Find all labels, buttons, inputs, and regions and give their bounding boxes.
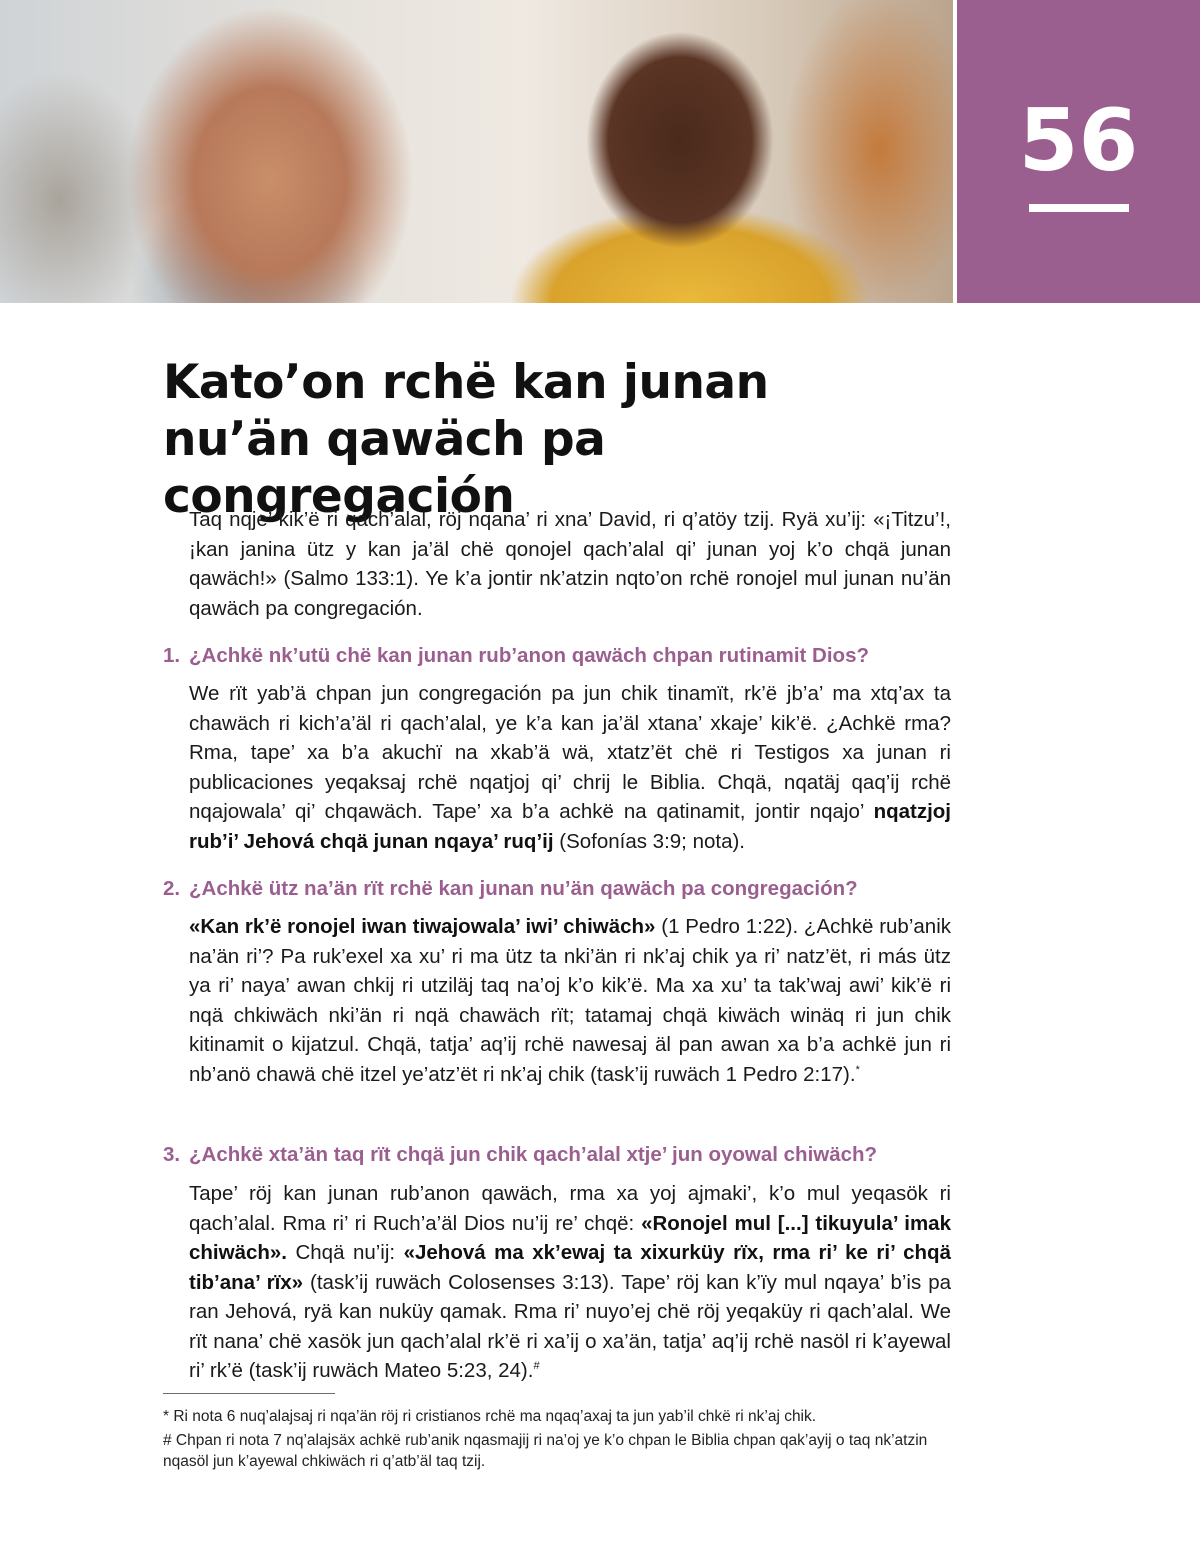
answer-3-bold: «Ronojel mul [...] tikuyula’ imak chiwäch». (189, 1211, 951, 1264)
question-2-text: ¿Achkë ütz na’än rït rchë kan junan nu’än qawäch pa congregación? (189, 877, 858, 900)
answer-1-tail: (Sofonías 3:9; nota). (553, 829, 745, 853)
lesson-number-underline (1029, 204, 1129, 212)
footnote-1 (163, 1406, 963, 1427)
question-3 (163, 1141, 963, 1169)
lesson-number-badge (957, 0, 1200, 303)
hero-photo (0, 0, 953, 303)
question-2-number: 2. (163, 877, 181, 900)
question-1-text: ¿Achkë nk’utü chë kan junan rub’anon qawäch chpan rutinamit Dios? (189, 644, 870, 667)
footnote-1-mark: * (163, 1408, 170, 1425)
answer-2-bold: «Kan rk’ë ronojel iwan tiwajowala’ iwi’ chiwäch» (189, 915, 656, 938)
footnote-1-text: Ri nota 6 nuq’alajsaj ri nqa’än röj ri cristianos rchë ma nqaq’axaj ta jun yab’il chkë ri nk’aj chik. (169, 1408, 817, 1425)
answer-3-bold-2: «Jehová ma xk’ewaj ta xixurküy rïx, rma ri’ ke ri’ chqä tib’ana’ rïx» (189, 1241, 951, 1294)
answer-3-text: Tape’ röj kan junan rub’anon qawäch, rma xa yoj ajmaki’, k’o mul yeqasök ri qach’alal. Rma ri’ ri Ruch’a’äl Dios nu’ij re’ chqë: (189, 1182, 951, 1235)
answer-3 (189, 1179, 951, 1386)
lesson-number: 56 (1018, 91, 1139, 191)
page-title: Kato’on rchë kan junan nu’än qawäch pa congregación (163, 355, 769, 524)
answer-3-tail: (task’ij ruwäch Colosenses 3:13). Tape’ röj kan k’ïy mul nqaya’ b’is pa ran Jehová, ryä kan nuküy qamak. Rma ri’ nuyo’ej chë röj yeqaküy ri qach’alal. We rït nana’ chë xasök jun qach’alal rk’ë ri xa’ij o xa’än, tatja’ aq’ij rchë nasöl ri k’ayewal ri’ rk’ë (task’ij ruwäch Mateo 5:23, 24). (189, 1270, 951, 1382)
answer-2-text: (1 Pedro 1:22). ¿Achkë rub’anik na’än ri’? Pa ruk’exel xa xu’ ri ma ütz ta nki’än ri nk’aj chik ya ri’ natz’ët, ri más ütz ya ri’ naya’ awan chkij ri utziläj taq na’oj k’o kik’ë. Ma xa xu’ ta tak’waj awi’ kik’ë ri nqä chkiwäch nki’än ri nqä chawäch rït; tatamaj chqä kiwäch winäq ri jun chik kitinamit o kijatzul. Chqä, tatja’ aq’ij rchë nawesaj äl pan awan xa b’a achkë jun ri nb’anö chawä chë itzel ye’atz’ët ri nk’aj chik (task’ij ruwäch 1 Pedro 2:17). (189, 915, 951, 1086)
question-3-number: 3. (163, 1143, 181, 1166)
answer-3-mid: Chqä nu’ij: (287, 1241, 404, 1264)
answer-1-text: We rït yab’ä chpan jun congregación pa jun chik tinamït, rk’ë jb’a’ ma xtq’ax ta chawäch ri kich’a’äl ri qach’alal, ye k’a kan ja’äl xtana’ xkaje’ kik’ë. ¿Achkë rma? Rma, tape’ xa b’a akuchï na xkab’ä wä, xtatz’ët chë ri Testigos xa junan ri publicaciones yeqaksaj rchë nqatjoj qi’ chrij le Biblia. Chqä, nqatäj qaq’ij rchë nqajowala’ qi’ chqawäch. Tape’ xa b’a achkë na qatinamit, jontir nqajo’ (189, 682, 951, 823)
intro-paragraph: Taq nqje’ kik’ë ri qach’alal, röj nqana’ ri xna’ David, ri q’atöy tzij. Ryä xu’ij: «¡Titzu’!, ¡kan janina ütz y kan ja’äl chë qonojel qach’alal qi’ junan yoj k’o chqä junan qawäch!» (Salmo 133:1). Ye k’a jontir nk’atzin nqto’on rchë ronojel mul junan nu’än qawäch pa congregación. (189, 508, 951, 620)
answer-2 (189, 912, 951, 1089)
footnote-2-mark: # (163, 1432, 172, 1449)
question-1 (163, 642, 963, 670)
question-3-text: ¿Achkë xta’än taq rït chqä jun chik qach’alal xtje’ jun oyowal chiwäch? (189, 1143, 878, 1166)
answer-1 (189, 679, 951, 856)
footnote-ref-hash[interactable]: # (533, 1360, 540, 1373)
footnote-divider (163, 1393, 335, 1394)
footnote-2 (163, 1430, 963, 1472)
footnote-ref-star[interactable]: * (855, 1063, 860, 1076)
question-1-number: 1. (163, 644, 181, 667)
answer-1-bold: nqatzjoj rub’i’ Jehová chqä junan nqaya’ ruq’ij (189, 800, 951, 853)
question-2 (163, 875, 963, 903)
footnote-2-text: Chpan ri nota 7 nq’alajsäx achkë rub’anik nqasmajij ri na’oj ye k’o chpan le Biblia chpan qak’ayij o taq nk’atzin nqasöl jun k’ayewal chkiwäch ri q’atb’äl taq tzij. (163, 1432, 928, 1470)
